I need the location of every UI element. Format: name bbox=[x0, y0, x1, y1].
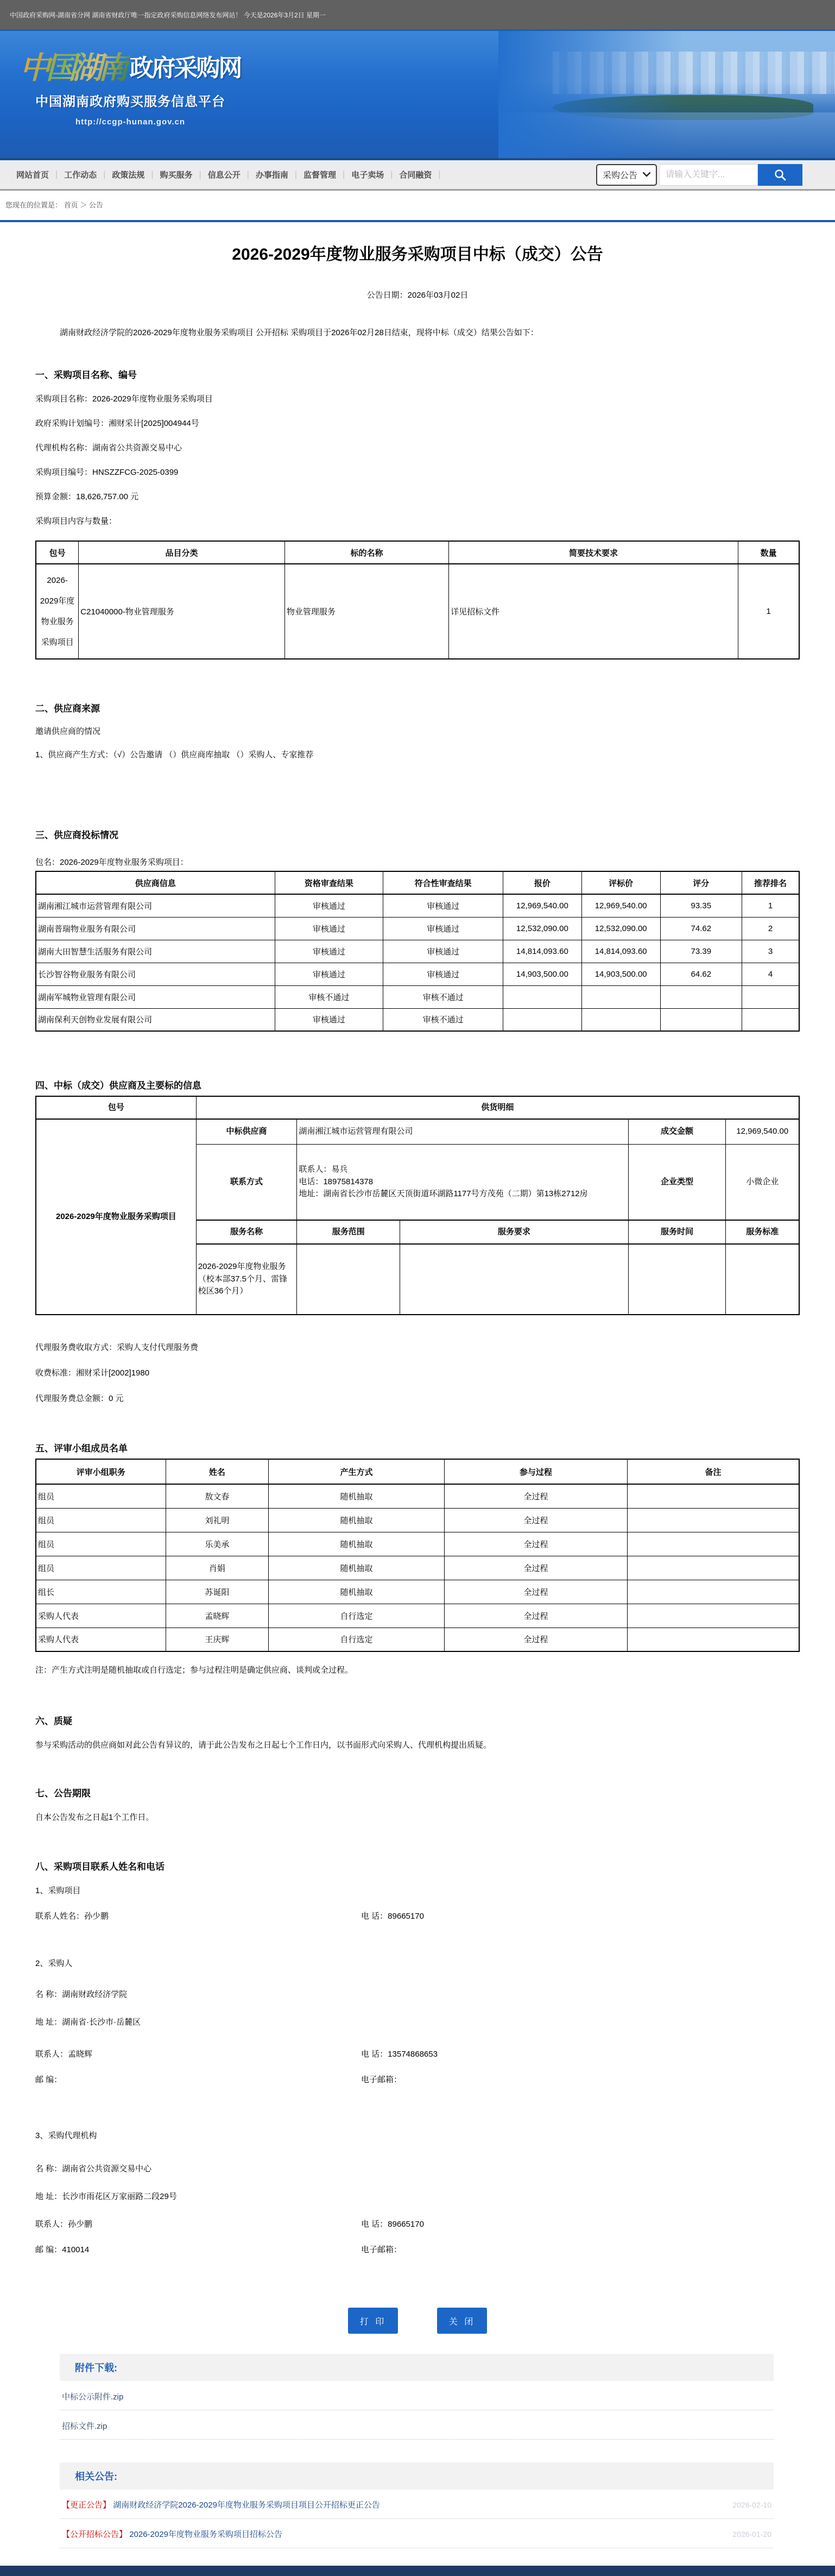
table-header: 服务要求 bbox=[400, 1220, 628, 1244]
evaluated-price-cell: 12,532,090.00 bbox=[581, 917, 660, 940]
contact-info-cell bbox=[297, 1144, 628, 1220]
member-participation-cell: 全过程 bbox=[444, 1604, 627, 1628]
bid-price-cell bbox=[503, 985, 581, 1008]
table-header: 备注 bbox=[628, 1459, 799, 1484]
member-role-cell: 组员 bbox=[36, 1556, 166, 1580]
main-nav bbox=[0, 160, 835, 191]
review-member-row bbox=[36, 1556, 799, 1580]
section2-heading: 二、供应商来源 bbox=[35, 703, 100, 714]
section8-heading: 八、采购项目联系人姓名和电话 bbox=[35, 1862, 165, 1872]
suppliers-table bbox=[35, 871, 800, 1032]
nav-menu-item[interactable]: 电子卖场 bbox=[351, 171, 384, 180]
nav-separator: | bbox=[438, 169, 441, 179]
member-participation-cell: 全过程 bbox=[444, 1532, 627, 1556]
qualification-result-cell: 审核不通过 bbox=[275, 985, 383, 1008]
purchaser-contact-row bbox=[35, 2048, 800, 2059]
nav-menu-item[interactable]: 信息公开 bbox=[207, 171, 241, 180]
table-header: 包号 bbox=[36, 1096, 196, 1119]
top-bar-slogan: 中国政府采购网-湖南省分网 湖南省财政厅唯一指定政府采购信息网络发布网站！ 今天是2026年3月2日 星期一 bbox=[10, 11, 326, 19]
score-cell: 74.62 bbox=[660, 917, 742, 940]
nav-menu bbox=[10, 169, 441, 180]
supplier-name-cell: 湖南军城物业管理有限公司 bbox=[36, 985, 275, 1008]
bid-price-cell: 12,969,540.00 bbox=[503, 894, 581, 917]
site-subtitle: 中国湖南政府购买服务信息平台 bbox=[35, 95, 225, 109]
conformity-result-cell: 审核通过 bbox=[383, 940, 503, 963]
related-announcement-link[interactable] bbox=[62, 2528, 282, 2540]
related-heading: 相关公告: bbox=[75, 2471, 117, 2482]
amount-value-cell: 12,969,540.00 bbox=[726, 1119, 799, 1144]
rank-cell bbox=[742, 1008, 799, 1031]
purchaser-name: 名 称：湖南财政经济学院 bbox=[35, 1990, 128, 1999]
member-name-cell: 敖文春 bbox=[166, 1484, 269, 1508]
site-logo-row bbox=[0, 45, 261, 86]
field-line: 收费标准：湘财采计[2002]1980 bbox=[35, 1368, 150, 1378]
related-announcement-link[interactable] bbox=[62, 2499, 380, 2510]
contact-line: 电话：18975814378 bbox=[299, 1177, 374, 1186]
announcement-intro: 湖南财政经济学院的2026-2029年度物业服务采购项目 公开招标 采购项目于2026年02月28日结束，现将中标（成交）结果公告如下： bbox=[60, 328, 539, 337]
enterprise-type-value-cell: 小微企业 bbox=[726, 1144, 799, 1220]
page-title: 2026-2029年度物业服务采购项目中标（成交）公告 bbox=[232, 246, 603, 263]
table-header: 包号 bbox=[36, 541, 79, 564]
member-remark-cell bbox=[628, 1484, 799, 1508]
member-remark-cell bbox=[628, 1580, 799, 1604]
items-table bbox=[35, 541, 800, 659]
rank-cell: 1 bbox=[742, 894, 799, 917]
announcement-content bbox=[0, 222, 835, 2334]
nav-separator: | bbox=[199, 169, 201, 179]
purchaser-contact-name: 联系人：孟晓辉 bbox=[35, 2050, 93, 2059]
supplier-name-cell: 湖南保利天创物业发展有限公司 bbox=[36, 1008, 275, 1031]
supplier-row bbox=[36, 917, 799, 940]
announcement-type-tag: 【公开招标公告】 bbox=[62, 2530, 128, 2539]
attachment-file-link[interactable]: 招标文件.zip bbox=[60, 2410, 774, 2440]
table-cell-package: 2026-2029年度物业服务采购项目 bbox=[36, 564, 79, 659]
sub1-heading: 1、采购项目 bbox=[35, 1886, 81, 1895]
attachments-list bbox=[60, 2381, 774, 2440]
announcement-type-tag: 【更正公告】 bbox=[62, 2500, 111, 2510]
table-header: 产生方式 bbox=[269, 1459, 444, 1484]
table-header: 推荐排名 bbox=[742, 871, 799, 894]
member-name-cell: 肖娟 bbox=[166, 1556, 269, 1580]
field-line: 邀请供应商的情况 bbox=[35, 727, 101, 736]
table-header: 报价 bbox=[503, 871, 581, 894]
conformity-result-cell: 审核通过 bbox=[383, 917, 503, 940]
contact-line: 地址：湖南省长沙市岳麓区天顶街道环湖路1177号方茂苑（二期）第13栋2712房 bbox=[299, 1189, 588, 1198]
qualification-result-cell: 审核通过 bbox=[275, 917, 383, 940]
section7-body: 自本公告发布之日起1个工作日。 bbox=[35, 1813, 154, 1822]
field-line: 代理服务费总金额：0 元 bbox=[35, 1394, 124, 1403]
table-header: 服务范围 bbox=[297, 1220, 400, 1244]
related-header-band bbox=[60, 2462, 774, 2490]
logo-main-text: 政府采购网 bbox=[129, 55, 241, 81]
field-line: 采购项目名称：2026-2029年度物业服务采购项目 bbox=[35, 394, 213, 404]
supplier-row bbox=[36, 985, 799, 1008]
winner-row bbox=[36, 1119, 799, 1144]
table-header: 参与过程 bbox=[444, 1459, 627, 1484]
sub2-heading: 2、采购人 bbox=[35, 1959, 73, 1968]
qualification-result-cell: 审核通过 bbox=[275, 894, 383, 917]
agency-contact-row bbox=[35, 2218, 800, 2229]
nav-menu-item[interactable]: 监督管理 bbox=[303, 171, 337, 180]
review-table-header-row bbox=[36, 1459, 799, 1484]
agency-fee-lines bbox=[35, 1341, 800, 1405]
rank-cell: 2 bbox=[742, 917, 799, 940]
field-line: 预算金额：18,626,757.00 元 bbox=[35, 492, 139, 501]
table-header: 符合性审查结果 bbox=[383, 871, 503, 894]
field-line: 采购项目编号：HNSZZFCG-2025-0399 bbox=[35, 468, 179, 477]
table-header: 供应商信息 bbox=[36, 871, 275, 894]
member-role-cell: 组长 bbox=[36, 1580, 166, 1604]
evaluated-price-cell: 14,903,500.00 bbox=[581, 963, 660, 985]
member-role-cell: 组员 bbox=[36, 1508, 166, 1532]
announcement-title-text: 湖南财政经济学院2026-2029年度物业服务采购项目项目公开招标更正公告 bbox=[113, 2500, 380, 2510]
project-contact-phone: 电 话：89665170 bbox=[361, 1912, 424, 1921]
nav-menu-item[interactable]: 工作动态 bbox=[64, 171, 97, 180]
nav-menu-item[interactable]: 合同融资 bbox=[399, 171, 432, 180]
review-table-note: 注：产生方式注明是随机抽取或自行选定；参与过程注明是确定供应商、谈判或全过程。 bbox=[35, 1666, 353, 1675]
nav-menu-item[interactable]: 政策法规 bbox=[112, 171, 145, 180]
nav-separator: | bbox=[246, 169, 249, 179]
agency-zip-row bbox=[35, 2244, 800, 2255]
evaluated-price-cell bbox=[581, 1008, 660, 1031]
agency-contact-phone: 电 话：89665170 bbox=[361, 2220, 424, 2229]
member-name-cell: 孟晓辉 bbox=[166, 1604, 269, 1628]
agency-address: 地 址：长沙市雨花区万家丽路二段29号 bbox=[35, 2192, 177, 2201]
skyline-fade bbox=[498, 31, 835, 158]
project-contact-row bbox=[35, 1910, 800, 1921]
table-header: 供货明细 bbox=[196, 1096, 799, 1119]
section2-lines bbox=[35, 725, 800, 761]
chevron-down-icon bbox=[643, 172, 650, 177]
supplier-name-cell: 湖南普瑞物业服务有限公司 bbox=[36, 917, 275, 940]
logo-calligraphy-text: 中国湖南 bbox=[20, 44, 130, 87]
supplier-row bbox=[36, 940, 799, 963]
contact-line: 联系人：易兵 bbox=[299, 1165, 348, 1174]
search-input[interactable] bbox=[660, 164, 758, 186]
field-line: 代理服务费收取方式：采购人支付代理服务费 bbox=[35, 1343, 199, 1352]
package-name-line: 包名：2026-2029年度物业服务采购项目： bbox=[35, 858, 188, 867]
purchaser-address: 地 址：湖南省·长沙市·岳麓区 bbox=[35, 2018, 141, 2027]
score-cell: 73.39 bbox=[660, 940, 742, 963]
member-remark-cell bbox=[628, 1532, 799, 1556]
section6-body: 参与采购活动的供应商如对此公告有异议的，请于此公告发布之日起七个工作日内，以书面形式向采购人、代理机构提出质疑。 bbox=[35, 1741, 492, 1750]
sub3-heading: 3、采购代理机构 bbox=[35, 2131, 97, 2140]
agency-name: 名 称：湖南省公共资源交易中心 bbox=[35, 2164, 152, 2173]
announcement-title-text: 2026-2029年度物业服务采购项目招标公告 bbox=[129, 2530, 282, 2539]
section5-heading: 五、评审小组成员名单 bbox=[35, 1443, 128, 1454]
supplier-name-cell: 湖南大田智慧生活服务有限公司 bbox=[36, 940, 275, 963]
supplier-row bbox=[36, 963, 799, 985]
evaluated-price-cell: 14,814,093.60 bbox=[581, 940, 660, 963]
purchaser-zip-row bbox=[35, 2074, 800, 2085]
member-participation-cell: 全过程 bbox=[444, 1580, 627, 1604]
close-button[interactable]: 关 闭 bbox=[437, 2308, 487, 2334]
supplier-row bbox=[36, 894, 799, 917]
member-selection-cell: 随机抽取 bbox=[269, 1484, 444, 1508]
rank-cell: 3 bbox=[742, 940, 799, 963]
nav-separator: | bbox=[103, 169, 106, 179]
search-icon bbox=[774, 169, 786, 181]
agency-email: 电子邮箱： bbox=[361, 2245, 402, 2254]
service-scope-cell bbox=[297, 1244, 400, 1315]
member-remark-cell bbox=[628, 1628, 799, 1651]
search-category-select[interactable] bbox=[596, 164, 657, 186]
table-header: 评标价 bbox=[581, 871, 660, 894]
site-logo[interactable] bbox=[0, 45, 261, 127]
enterprise-type-label-cell: 企业类型 bbox=[628, 1144, 726, 1220]
agency-zip: 邮 编：410014 bbox=[35, 2245, 90, 2254]
member-name-cell: 王庆辉 bbox=[166, 1628, 269, 1651]
attachments-header-band bbox=[60, 2354, 774, 2381]
supplier-name-cell: 长沙智谷物业服务有限公司 bbox=[36, 963, 275, 985]
nav-separator: | bbox=[390, 169, 393, 179]
member-name-cell: 苏诞阳 bbox=[166, 1580, 269, 1604]
member-participation-cell: 全过程 bbox=[444, 1556, 627, 1580]
nav-menu-item[interactable]: 购买服务 bbox=[160, 171, 193, 180]
field-line: 政府采购计划编号：湘财采计[2025]004944号 bbox=[35, 419, 199, 428]
member-selection-cell: 随机抽取 bbox=[269, 1532, 444, 1556]
member-participation-cell: 全过程 bbox=[444, 1628, 627, 1651]
qualification-result-cell: 审核通过 bbox=[275, 1008, 383, 1031]
breadcrumb bbox=[0, 191, 835, 212]
nav-separator: | bbox=[294, 169, 298, 179]
service-standard-cell bbox=[726, 1244, 799, 1315]
attachment-file-link[interactable]: 中标公示附件.zip bbox=[60, 2381, 774, 2410]
supplier-row bbox=[36, 1008, 799, 1031]
search-button[interactable] bbox=[758, 164, 802, 186]
award-package-cell: 2026-2029年度物业服务采购项目 bbox=[36, 1119, 196, 1315]
extras-section bbox=[60, 2334, 774, 2548]
table-cell-subject: 物业管理服务 bbox=[284, 564, 448, 659]
table-header: 评审小组职务 bbox=[36, 1459, 166, 1484]
member-remark-cell bbox=[628, 1604, 799, 1628]
breadcrumb-separator: ＞ bbox=[80, 201, 87, 209]
section7-heading: 七、公告期限 bbox=[35, 1788, 91, 1799]
section4-heading: 四、中标（成交）供应商及主要标的信息 bbox=[35, 1080, 201, 1091]
announcement-date-text: 2026-01-20 bbox=[732, 2529, 771, 2539]
winner-name-cell: 湖南湘江城市运营管理有限公司 bbox=[297, 1119, 628, 1144]
score-cell bbox=[660, 985, 742, 1008]
section1-fields bbox=[35, 393, 800, 527]
print-button[interactable]: 打 印 bbox=[348, 2308, 398, 2334]
agency-contact-name: 联系人：孙少鹏 bbox=[35, 2220, 93, 2229]
review-member-row bbox=[36, 1508, 799, 1532]
member-role-cell: 采购人代表 bbox=[36, 1628, 166, 1651]
items-table-row bbox=[36, 564, 799, 659]
bid-price-cell bbox=[503, 1008, 581, 1031]
section6-heading: 六、质疑 bbox=[35, 1716, 72, 1726]
member-remark-cell bbox=[628, 1556, 799, 1580]
score-cell bbox=[660, 1008, 742, 1031]
search-bar bbox=[596, 164, 802, 186]
member-selection-cell: 随机抽取 bbox=[269, 1508, 444, 1532]
evaluated-price-cell bbox=[581, 985, 660, 1008]
conformity-result-cell: 审核不通过 bbox=[383, 985, 503, 1008]
member-participation-cell: 全过程 bbox=[444, 1508, 627, 1532]
announcement-date: 公告日期：2026年03月02日 bbox=[366, 291, 469, 300]
member-selection-cell: 随机抽取 bbox=[269, 1580, 444, 1604]
items-table-header-row bbox=[36, 541, 799, 564]
bid-price-cell: 12,532,090.00 bbox=[503, 917, 581, 940]
member-name-cell: 乐美承 bbox=[166, 1532, 269, 1556]
purchaser-email: 电子邮箱： bbox=[361, 2075, 402, 2084]
bid-price-cell: 14,814,093.60 bbox=[503, 940, 581, 963]
nav-menu-item[interactable]: 办事指南 bbox=[255, 171, 288, 180]
breadcrumb-home-link[interactable]: 首页 bbox=[64, 201, 78, 209]
score-cell: 93.35 bbox=[660, 894, 742, 917]
service-name-cell: 2026-2029年度物业服务（校本部37.5个月、雷锋校区36个月） bbox=[196, 1244, 297, 1315]
table-cell-quantity: 1 bbox=[738, 564, 800, 659]
review-member-row bbox=[36, 1604, 799, 1628]
rank-cell: 4 bbox=[742, 963, 799, 985]
member-selection-cell: 自行选定 bbox=[269, 1628, 444, 1651]
member-role-cell: 组员 bbox=[36, 1484, 166, 1508]
member-role-cell: 采购人代表 bbox=[36, 1604, 166, 1628]
table-header: 简要技术要求 bbox=[449, 541, 738, 564]
nav-menu-item[interactable]: 网站首页 bbox=[16, 171, 49, 180]
conformity-result-cell: 审核通过 bbox=[383, 894, 503, 917]
field-line: 采购项目内容与数量： bbox=[35, 517, 117, 526]
site-banner bbox=[0, 29, 835, 160]
award-table bbox=[35, 1096, 800, 1315]
bid-price-cell: 14,903,500.00 bbox=[503, 963, 581, 985]
contact-label-cell: 联系方式 bbox=[196, 1144, 297, 1220]
evaluated-price-cell: 12,969,540.00 bbox=[581, 894, 660, 917]
footer-bar bbox=[0, 2566, 835, 2576]
site-url: http://ccgp-hunan.gov.cn bbox=[75, 117, 186, 127]
table-header: 标的名称 bbox=[284, 541, 448, 564]
related-list bbox=[60, 2490, 774, 2548]
breadcrumb-prefix: 您现在的位置是： bbox=[5, 201, 62, 209]
rank-cell bbox=[742, 985, 799, 1008]
action-buttons bbox=[35, 2308, 800, 2334]
nav-separator: | bbox=[151, 169, 154, 179]
qualification-result-cell: 审核通过 bbox=[275, 963, 383, 985]
review-member-row bbox=[36, 1532, 799, 1556]
purchaser-contact-phone: 电 话：13574868653 bbox=[361, 2050, 438, 2059]
table-cell-requirements: 详见招标文件 bbox=[449, 564, 738, 659]
review-member-row bbox=[36, 1628, 799, 1651]
review-member-row bbox=[36, 1484, 799, 1508]
related-announcement-row bbox=[60, 2519, 774, 2548]
nav-separator: | bbox=[343, 169, 345, 179]
project-contact-name: 联系人姓名：孙少鹏 bbox=[35, 1912, 109, 1921]
table-header: 品目分类 bbox=[79, 541, 285, 564]
table-header: 服务名称 bbox=[196, 1220, 297, 1244]
related-announcement-row bbox=[60, 2490, 774, 2519]
purchaser-zip: 邮 编： bbox=[35, 2075, 62, 2084]
member-selection-cell: 随机抽取 bbox=[269, 1556, 444, 1580]
table-header: 服务标准 bbox=[726, 1220, 799, 1244]
member-participation-cell: 全过程 bbox=[444, 1484, 627, 1508]
breadcrumb-current[interactable]: 公告 bbox=[88, 201, 103, 209]
table-header: 姓名 bbox=[166, 1459, 269, 1484]
search-category-value: 采购公告 bbox=[603, 171, 638, 180]
top-bar bbox=[0, 0, 835, 29]
award-table-header-row bbox=[36, 1096, 799, 1119]
member-selection-cell: 自行选定 bbox=[269, 1604, 444, 1628]
conformity-result-cell: 审核不通过 bbox=[383, 1008, 503, 1031]
table-header: 资格审查结果 bbox=[275, 871, 383, 894]
announcement-date-text: 2026-02-10 bbox=[732, 2500, 771, 2509]
service-requirements-cell bbox=[400, 1244, 628, 1315]
attachments-heading: 附件下载: bbox=[75, 2363, 117, 2373]
review-panel-table bbox=[35, 1459, 800, 1652]
section3-heading: 三、供应商投标情况 bbox=[35, 830, 118, 840]
field-line: 1、供应商产生方式：（√）公告邀请 （）供应商库抽取 （）采购人、专家推荐 bbox=[35, 750, 314, 759]
service-time-cell bbox=[628, 1244, 726, 1315]
winner-label-cell: 中标供应商 bbox=[196, 1119, 297, 1144]
field-line: 代理机构名称：湖南省公共资源交易中心 bbox=[35, 443, 182, 453]
suppliers-table-header-row bbox=[36, 871, 799, 894]
section1-heading: 一、采购项目名称、编号 bbox=[35, 370, 137, 380]
member-name-cell: 刘礼明 bbox=[166, 1508, 269, 1532]
table-header: 服务时间 bbox=[628, 1220, 726, 1244]
nav-separator: | bbox=[55, 169, 58, 179]
amount-label-cell: 成交金额 bbox=[628, 1119, 726, 1144]
review-member-row bbox=[36, 1580, 799, 1604]
table-header: 数量 bbox=[738, 541, 800, 564]
member-role-cell: 组员 bbox=[36, 1532, 166, 1556]
qualification-result-cell: 审核通过 bbox=[275, 940, 383, 963]
table-header: 评分 bbox=[660, 871, 742, 894]
supplier-name-cell: 湖南湘江城市运营管理有限公司 bbox=[36, 894, 275, 917]
conformity-result-cell: 审核通过 bbox=[383, 963, 503, 985]
table-cell-category: C21040000-物业管理服务 bbox=[79, 564, 285, 659]
score-cell: 64.62 bbox=[660, 963, 742, 985]
city-skyline-image bbox=[498, 31, 835, 158]
member-remark-cell bbox=[628, 1508, 799, 1532]
